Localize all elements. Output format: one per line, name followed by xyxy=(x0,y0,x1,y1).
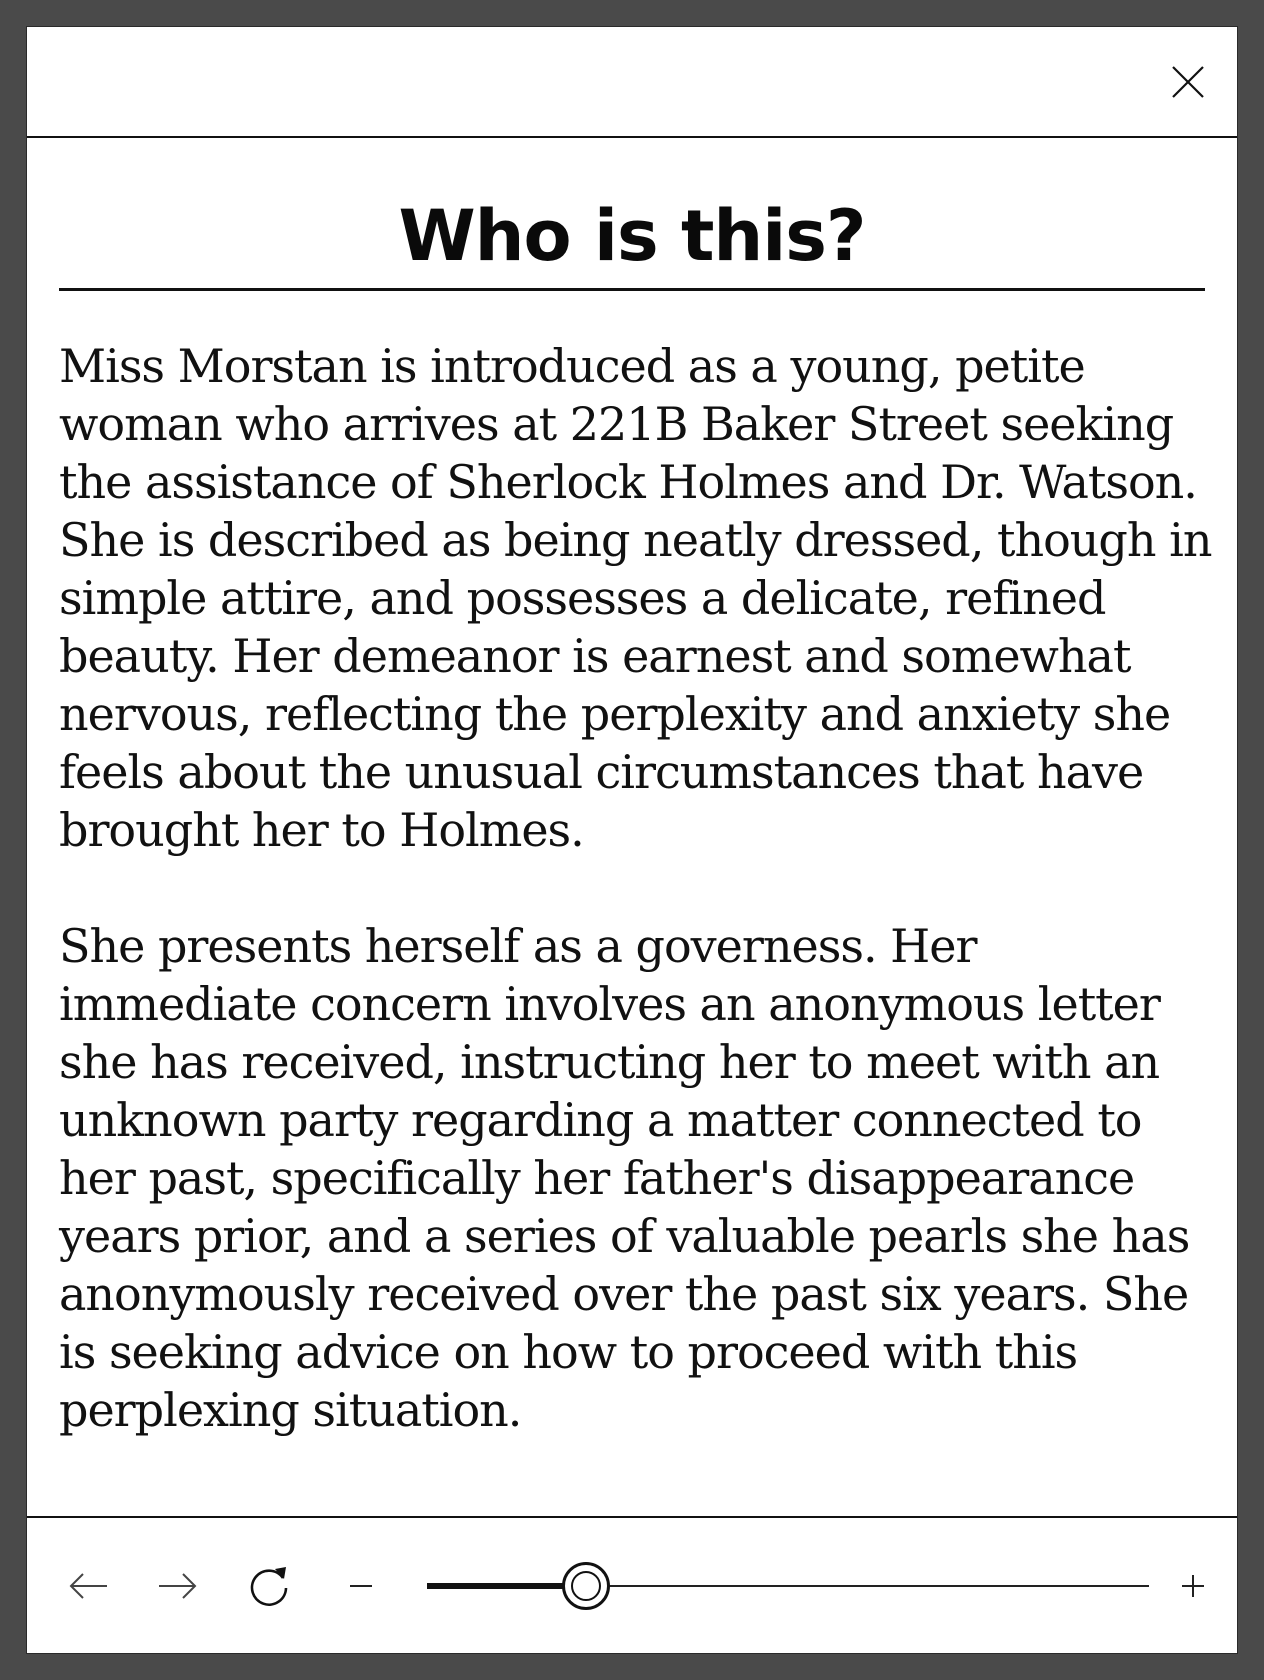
back-arrow-icon xyxy=(67,1571,111,1601)
minus-icon xyxy=(346,1571,376,1601)
body-paragraph: She presents herself as a governess. Her immediate concern involves an anonymous letter she has received, instructing her to meet with an unknown party regarding a matter connected to her past, specifically her father's disappearance years prior, and a series of valuable pearls she has anonymously received over the past six years. She is seeking advice on how to proceed with this perplexing situation. xyxy=(59,919,1190,1437)
dialog-title: Who is this? xyxy=(59,191,1205,291)
refresh-icon xyxy=(245,1562,293,1610)
decrease-font-button[interactable] xyxy=(331,1556,391,1616)
increase-font-button[interactable] xyxy=(1163,1556,1223,1616)
dialog-body xyxy=(59,337,1217,1439)
dialog-header xyxy=(27,27,1237,138)
reader-dialog xyxy=(26,26,1238,1654)
close-button[interactable] xyxy=(1163,57,1213,107)
close-icon xyxy=(1163,57,1213,107)
refresh-button[interactable] xyxy=(239,1556,299,1616)
back-button[interactable] xyxy=(59,1556,119,1616)
forward-arrow-icon xyxy=(155,1571,199,1601)
plus-icon xyxy=(1178,1571,1208,1601)
font-size-slider[interactable] xyxy=(427,1556,1149,1616)
body-paragraph: Miss Morstan is introduced as a young, petite woman who arrives at 221B Baker Street seeking the assistance of Sherlock Holmes and Dr. Watson. She is described as being neatly dressed, though in simple attire, and possesses a delicate, refined beauty. Her demeanor is earnest and somewhat nervous, reflecting the perplexity and anxiety she feels about the unusual circumstances that have brought her to Holmes. xyxy=(59,339,1212,857)
slider-thumb[interactable] xyxy=(562,1562,610,1610)
forward-button[interactable] xyxy=(147,1556,207,1616)
dialog-toolbar xyxy=(27,1516,1237,1653)
